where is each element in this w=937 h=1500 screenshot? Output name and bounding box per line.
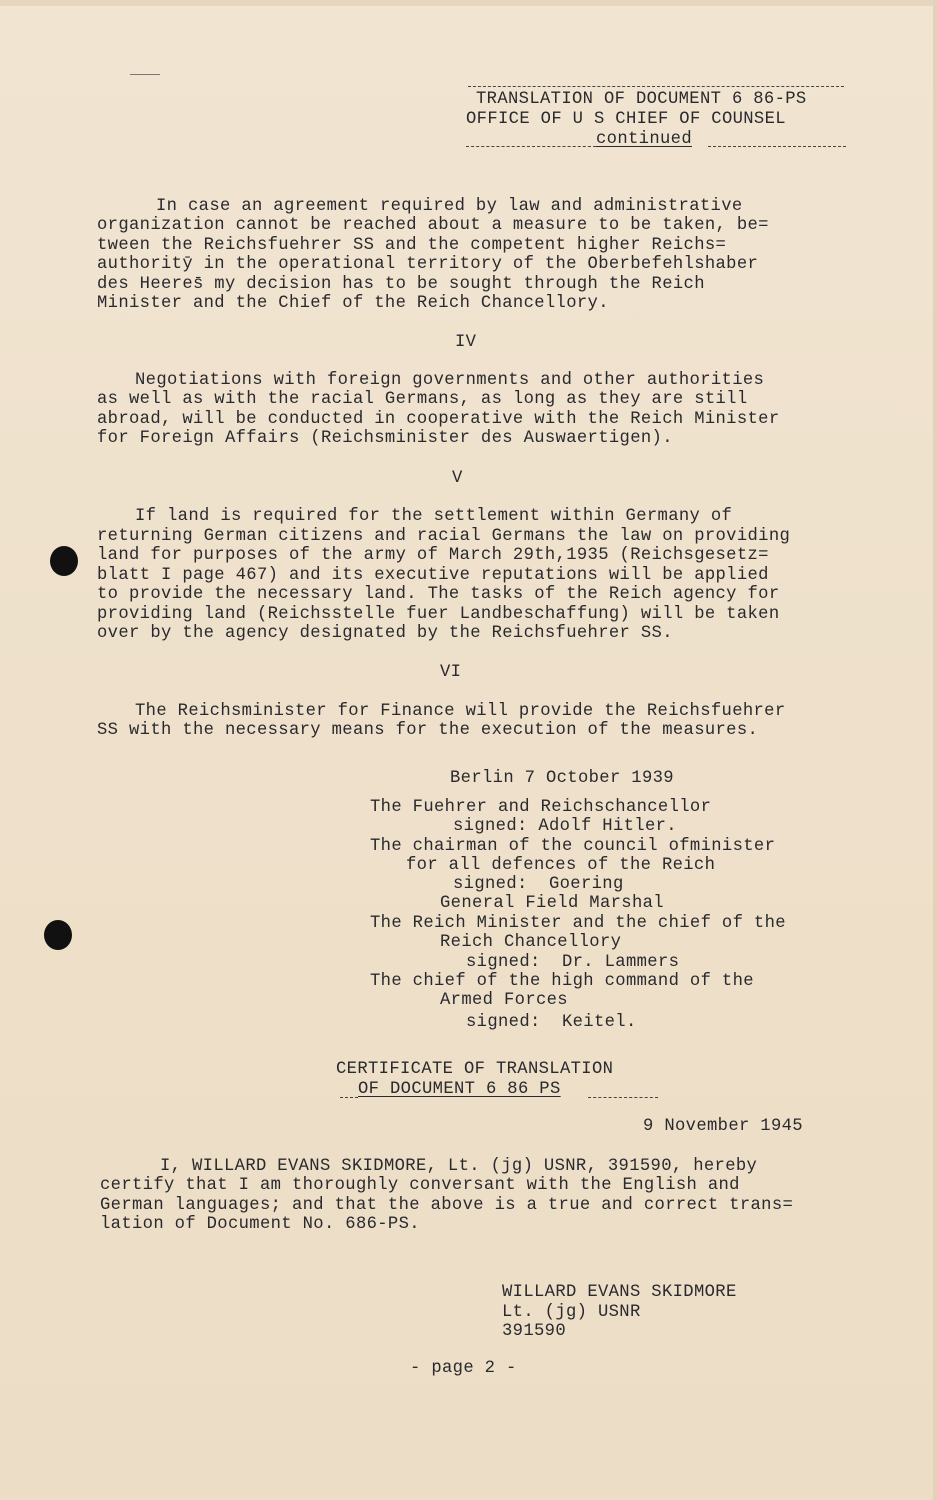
- text-line: land for purposes of the army of March 29th,1935 (Reichsgesetz=: [97, 546, 769, 565]
- page-edge-right: [933, 0, 937, 1500]
- section-heading-iv: IV: [455, 333, 477, 352]
- text-line: over by the agency designated by the Reichsfuehrer SS.: [97, 624, 673, 643]
- text-line: Minister and the Chief of the Reich Chancellory.: [97, 294, 609, 313]
- signature-line: The Reich Minister and the chief of the: [370, 914, 786, 933]
- header-rule: [468, 86, 844, 88]
- signature-line: General Field Marshal: [440, 894, 664, 913]
- text-line: SS with the necessary means for the execution of the measures.: [97, 721, 759, 740]
- text-line: des Heeres̄ my decision has to be sought through the Reich: [97, 275, 705, 294]
- subtitle-dash-right: [588, 1097, 658, 1099]
- signer-name: WILLARD EVANS SKIDMORE: [502, 1283, 737, 1302]
- certificate-title: CERTIFICATE OF TRANSLATION: [336, 1060, 614, 1079]
- signature-line: Armed Forces: [440, 991, 568, 1010]
- binder-hole: [44, 920, 72, 950]
- text-line: If land is required for the settlement within Germany of: [135, 507, 733, 526]
- page-edge-top: [0, 0, 937, 6]
- text-line: returning German citizens and racial Germans the law on providing: [97, 527, 791, 546]
- certificate-date: 9 November 1945: [643, 1117, 803, 1136]
- signature-line: signed: Dr. Lammers: [466, 953, 680, 972]
- signature-line: The chairman of the council ofminister: [370, 837, 776, 856]
- signature-line: signed: Keitel.: [466, 1013, 637, 1032]
- signature-line: The Fuehrer and Reichschancellor: [370, 798, 712, 817]
- text-line: as well as with the racial Germans, as long as they are still: [97, 390, 748, 409]
- certificate-text-line: German languages; and that the above is a true and correct trans=: [100, 1196, 794, 1215]
- stray-mark: [130, 74, 160, 75]
- header-title: TRANSLATION OF DOCUMENT 6 86-PS: [476, 90, 807, 109]
- text-line: to provide the necessary land. The tasks of the Reich agency for: [97, 585, 780, 604]
- certificate-text-line: lation of Document No. 686-PS.: [100, 1215, 420, 1234]
- text-line: abroad, will be conducted in cooperative with the Reich Minister: [97, 410, 780, 429]
- signature-line: for all defences of the Reich: [406, 856, 716, 875]
- header-dash-left: [466, 146, 596, 148]
- text-line: The Reichsminister for Finance will provide the Reichsfuehrer: [135, 702, 786, 721]
- certificate-text-line: I, WILLARD EVANS SKIDMORE, Lt. (jg) USNR, 391590, hereby: [160, 1157, 758, 1176]
- section-heading-vi: VI: [440, 663, 462, 682]
- header-dash-right: [708, 146, 846, 148]
- signature-line: signed: Adolf Hitler.: [453, 817, 677, 836]
- page-number: - page 2 -: [410, 1359, 517, 1378]
- subtitle-dash-left: [340, 1097, 358, 1099]
- signature-line: The chief of the high command of the: [370, 972, 754, 991]
- signature-line: Reich Chancellory: [440, 933, 622, 952]
- certificate-text-line: certify that I am thoroughly conversant with the English and: [100, 1176, 740, 1195]
- text-line: tween the Reichsfuehrer SS and the competent higher Reichs=: [97, 236, 727, 255]
- certificate-subtitle: OF DOCUMENT 6 86 PS: [358, 1080, 561, 1099]
- signature-line: signed: Goering: [453, 875, 624, 894]
- text-line: providing land (Reichsstelle fuer Landbeschaffung) will be taken: [97, 605, 780, 624]
- header-office: OFFICE OF U S CHIEF OF COUNSEL: [466, 110, 786, 129]
- text-line: for Foreign Affairs (Reichsminister des Auswaertigen).: [97, 429, 673, 448]
- date-line: Berlin 7 October 1939: [450, 769, 674, 788]
- signer-rank: Lt. (jg) USNR: [502, 1303, 641, 1322]
- text-line: Negotiations with foreign governments and other authorities: [135, 371, 765, 390]
- header-continued: continued: [596, 130, 692, 149]
- signer-number: 391590: [502, 1322, 566, 1341]
- section-heading-v: V: [452, 469, 463, 488]
- text-line: organization cannot be reached about a measure to be taken, be=: [97, 216, 769, 235]
- text-line: authoritȳ in the operational territory of the Oberbefehlshaber: [97, 255, 759, 274]
- text-line: In case an agreement required by law and administrative: [156, 197, 743, 216]
- binder-hole: [50, 546, 78, 576]
- text-line: blatt I page 467) and its executive reputations will be applied: [97, 566, 769, 585]
